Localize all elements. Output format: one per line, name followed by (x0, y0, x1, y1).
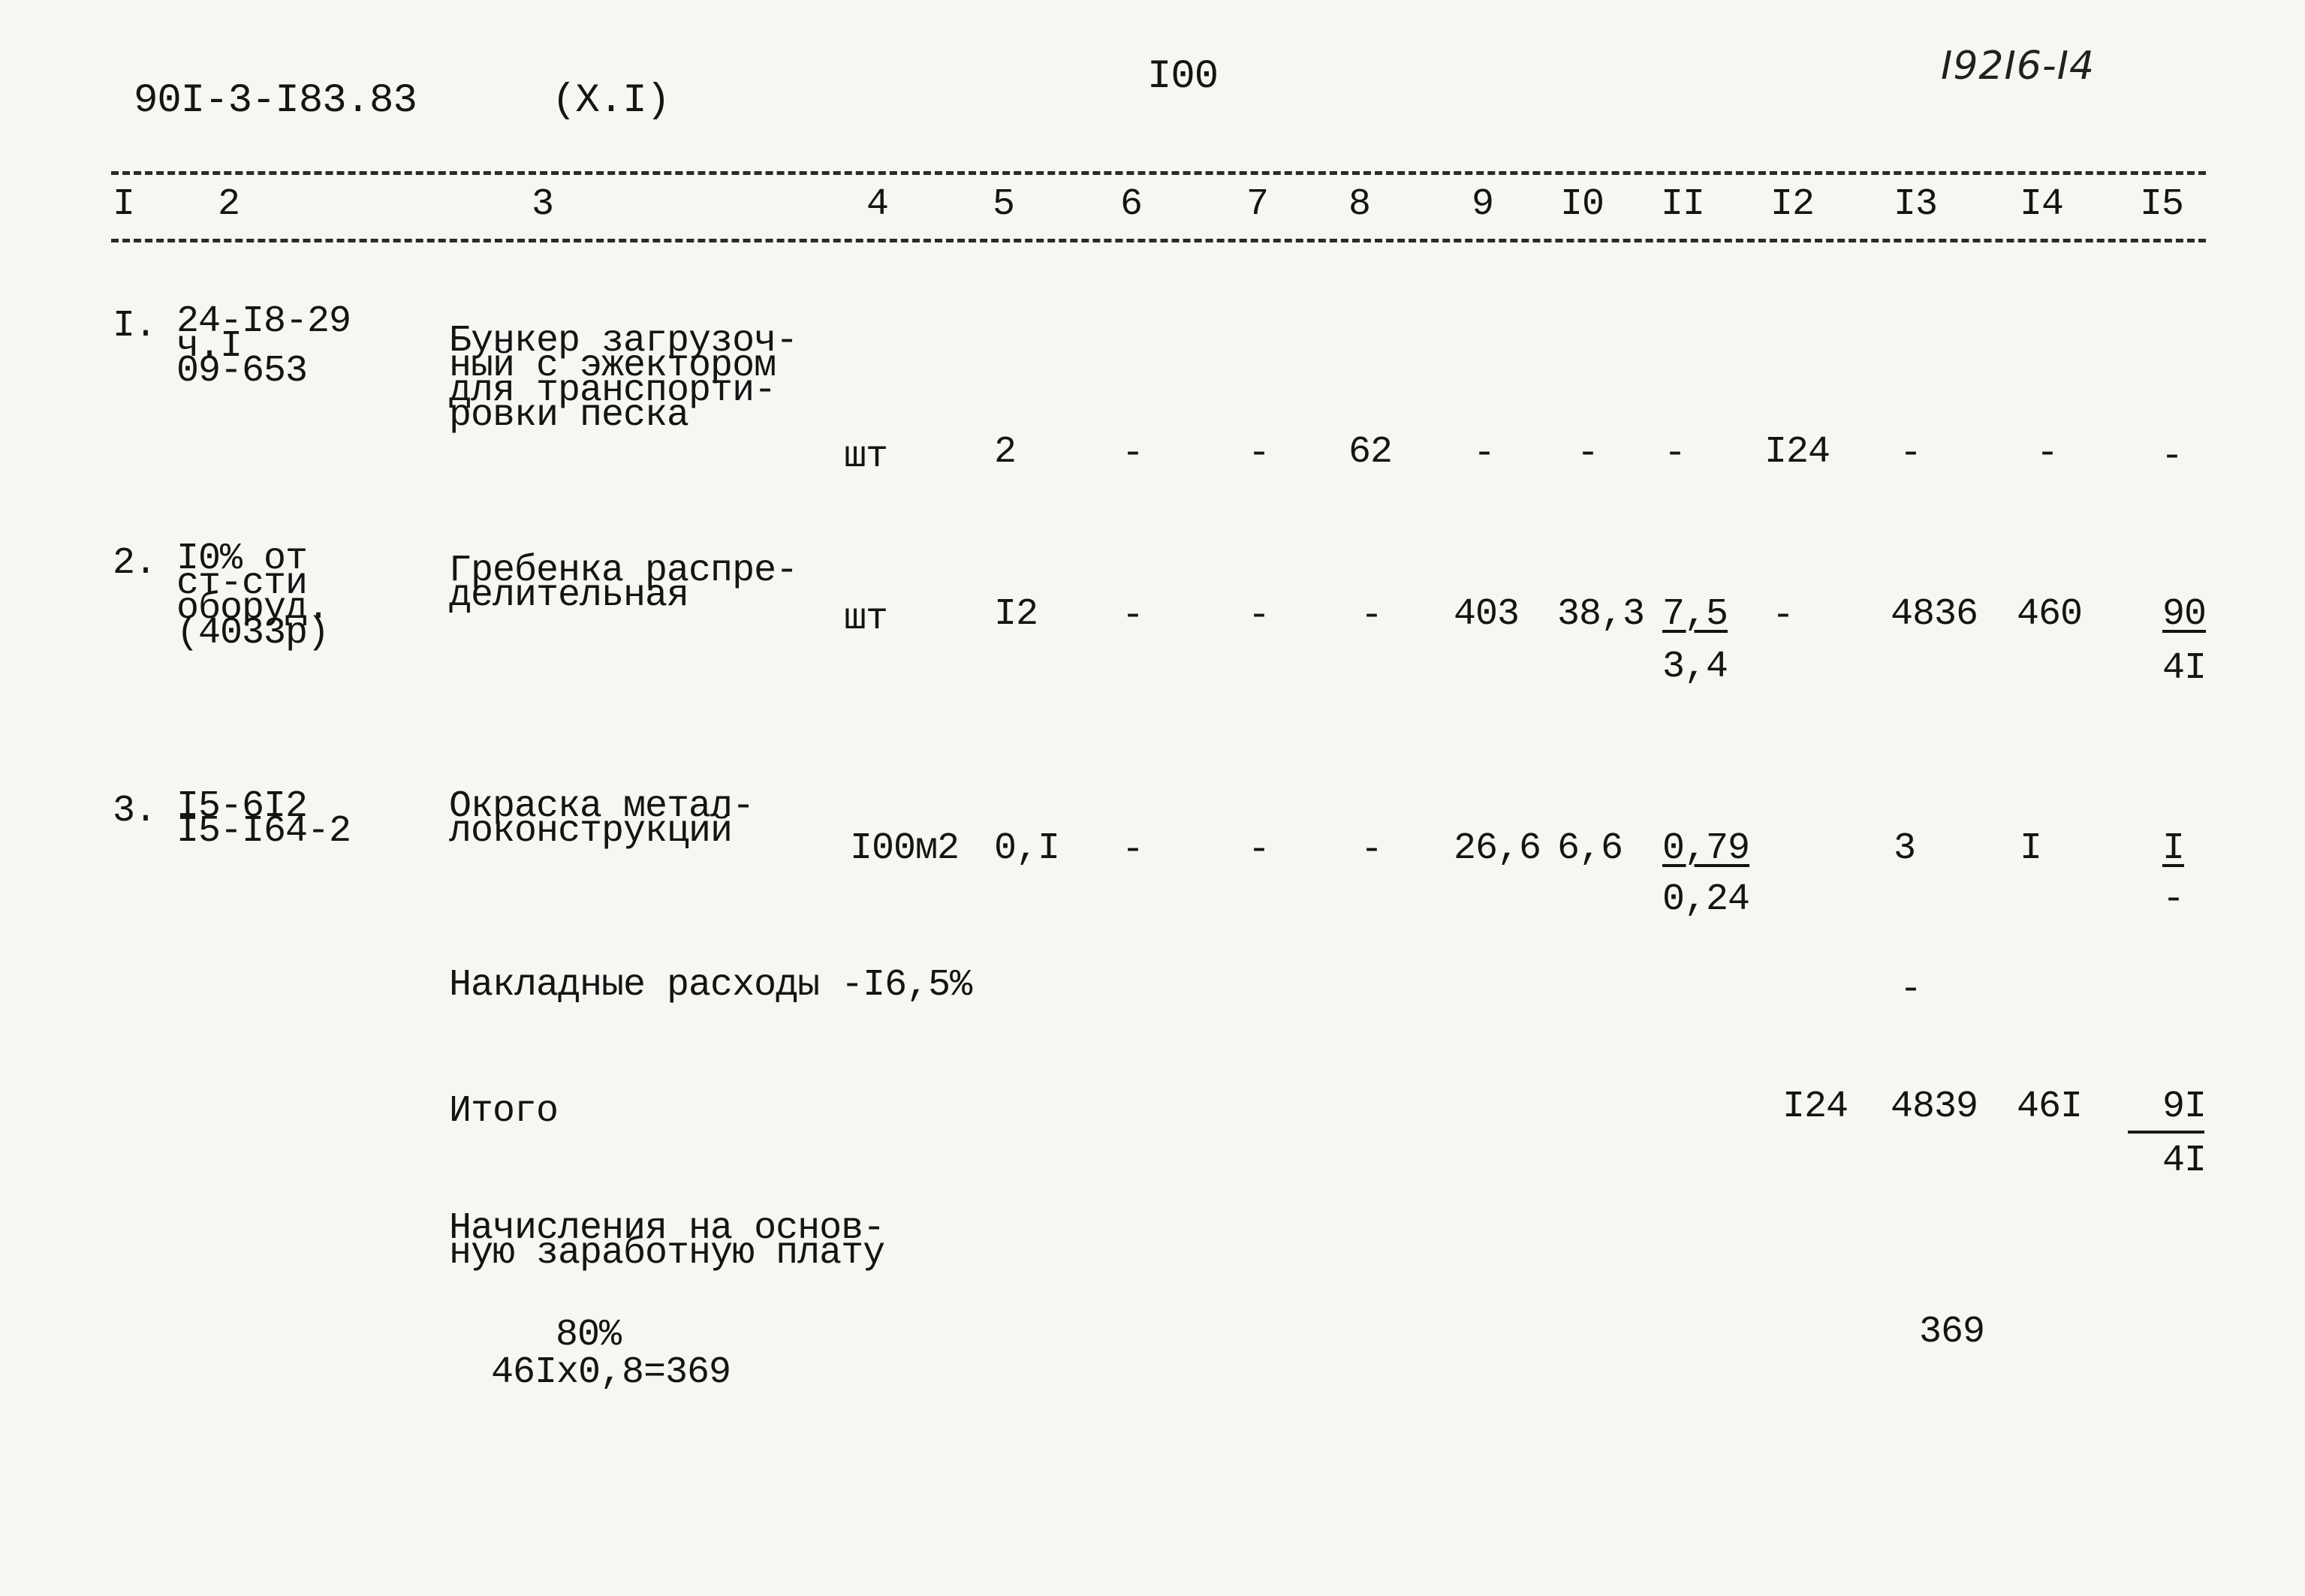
row-col-11-denominator: 3,4 (1662, 646, 1728, 688)
column-header-10: I0 (1560, 183, 1604, 226)
row-code: I5-6I2 I5-I64-2 (176, 785, 351, 853)
accruals-col-13: 369 (1919, 1311, 1985, 1354)
row-col-7: - (1248, 595, 1270, 637)
row-col-11-numerator: 0,79 (1662, 827, 1750, 870)
row-col-5: 0,I (994, 827, 1060, 870)
row-col-7: - (1248, 829, 1270, 872)
column-header-13: I3 (1894, 183, 1938, 226)
row-number: 2. (113, 542, 157, 585)
row-col-15-numerator: 90 (2162, 593, 2207, 636)
row-name: Гребенка распре- делительная (449, 550, 798, 617)
row-col-15-denominator: - (2162, 878, 2185, 921)
column-header-5: 5 (993, 183, 1015, 226)
column-header-2: 2 (218, 183, 240, 226)
column-header-6: 6 (1120, 183, 1143, 226)
row-col-9: 26,6 (1454, 827, 1541, 870)
row-col-14: - (2036, 432, 2059, 475)
row-col-13: 3 (1894, 827, 1916, 870)
total-col-14: 46I (2017, 1086, 2083, 1128)
row-col-5: 2 (994, 431, 1017, 474)
row-col-15: - (2161, 435, 2183, 478)
total-col-15-numerator: 9I (2162, 1086, 2207, 1128)
row-unit: I00м2 (850, 827, 960, 870)
column-header-1: I (113, 183, 135, 226)
row-col-12: - (1772, 595, 1794, 637)
column-header-15: I5 (2140, 183, 2184, 226)
row-col-15-denominator: 4I (2162, 647, 2207, 690)
accruals-label: Начисления на основ- ную заработную плату (449, 1207, 885, 1275)
total-col-15-denominator: 4I (2162, 1140, 2207, 1182)
row-col-6: - (1122, 432, 1144, 475)
row-unit: шт (844, 598, 888, 640)
row-col-8: - (1360, 595, 1383, 637)
row-col-12: I24 (1764, 431, 1830, 474)
overhead-label: Накладные расходы -I6,5% (449, 964, 972, 1007)
row-code: I0% от ст-сти оборуд. (4033р) (176, 538, 330, 655)
header-top-rule (111, 171, 2206, 175)
row-name: Окраска метал- локонструкций (449, 785, 755, 853)
column-header-14: I4 (2020, 183, 2064, 226)
row-col-15-numerator: I (2162, 827, 2185, 870)
row-col-9: - (1473, 432, 1496, 475)
row-col-8: 62 (1348, 431, 1393, 474)
section-code: (X.I) (552, 78, 670, 124)
row-col-11: - (1664, 432, 1686, 475)
header-bottom-rule (111, 239, 2206, 242)
row-col-10: - (1577, 432, 1599, 475)
row-col-14: I (2020, 827, 2042, 870)
total-col-13: 4839 (1891, 1086, 1978, 1128)
row-col-6: - (1122, 829, 1144, 872)
row-unit: шт (844, 435, 888, 478)
row-col-11-numerator: 7,5 (1662, 593, 1728, 636)
total-label: Итого (449, 1090, 559, 1133)
row-col-14: 460 (2017, 593, 2083, 636)
row-col-7: - (1248, 432, 1270, 475)
row-name: Бункер загрузоч- ный с эжектором для транспорти- ровки песка (449, 320, 798, 437)
column-header-9: 9 (1472, 183, 1494, 226)
row-number: 3. (113, 790, 157, 833)
column-header-7: 7 (1246, 183, 1269, 226)
accruals-percent: 80% (556, 1314, 622, 1357)
row-col-5: I2 (994, 593, 1038, 636)
column-header-11: II (1661, 183, 1705, 226)
row-col-8: - (1360, 829, 1383, 872)
overhead-col-13: - (1900, 968, 1922, 1011)
total-col-12: I24 (1782, 1086, 1849, 1128)
row-col-11-denominator: 0,24 (1662, 878, 1750, 921)
row-col-10: 38,3 (1557, 593, 1645, 636)
accruals-formula: 46Iх0,8=369 (491, 1351, 731, 1394)
archive-number: I92I6-I4 (1941, 44, 2096, 89)
column-header-4: 4 (866, 183, 889, 226)
row-col-13: 4836 (1891, 593, 1978, 636)
row-col-6: - (1122, 595, 1144, 637)
row-code: 24-I8-29 ч.I 09-653 (176, 300, 351, 393)
column-header-3: 3 (532, 183, 554, 226)
row-col-10: 6,6 (1557, 827, 1623, 870)
total-col-15-fraction-bar (2128, 1131, 2204, 1134)
column-header-8: 8 (1348, 183, 1371, 226)
page-number: I00 (1147, 54, 1219, 100)
document-code: 90I-3-I83.83 (134, 78, 417, 124)
row-col-9: 403 (1454, 593, 1520, 636)
row-number: I. (113, 305, 157, 348)
row-col-13: - (1900, 432, 1922, 475)
column-header-12: I2 (1770, 183, 1815, 226)
